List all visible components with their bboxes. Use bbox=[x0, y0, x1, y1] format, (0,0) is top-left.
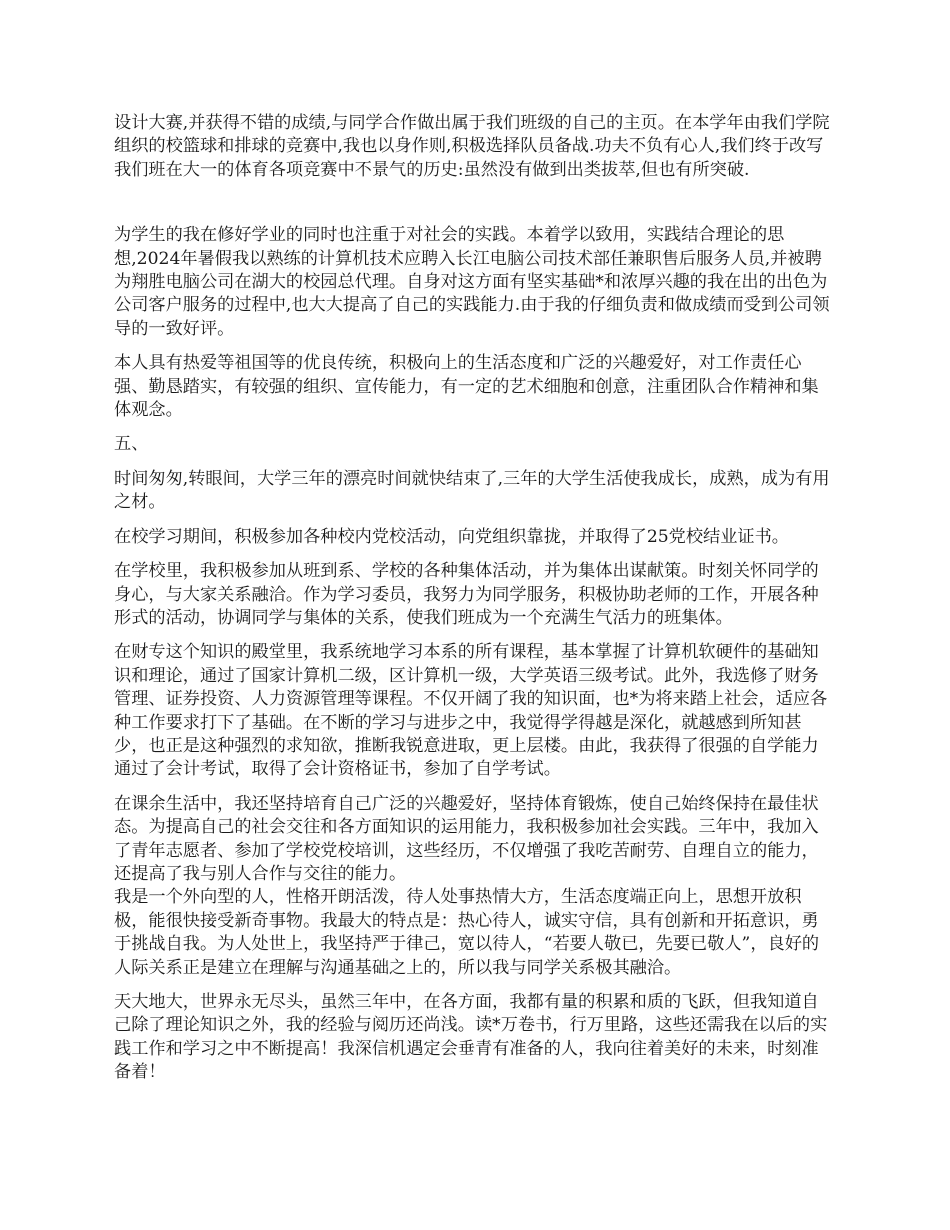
paragraph-conclusion: 天大地大，世界永无尽头，虽然三年中，在各方面，我都有量的积累和质的飞跃，但我知道自己除了理论知识之外，我的经验与阅历还尚浅。读*万卷书，行万里路，这些还需我在以后的实践工作和学习之中不断提高！我深信机遇定会垂青有准备的人，我向往着美好的未来，时刻准备着！ bbox=[114, 992, 828, 1083]
paragraph-sports-achievements: 设计大赛,并获得不错的成绩,与同学合作做出属于我们班级的自己的主页。在本学年由我们学院组织的校篮球和排球的竞赛中,我也以身作则,积极选择队员备战.功夫不负有心人,我们终于改写我们班在大一的体育各项竞赛中不景气的历史:虽然没有做到出类拔萃,但也有所突破. bbox=[114, 113, 830, 180]
section-heading-five: 五、 bbox=[114, 434, 149, 455]
paragraph-personal-qualities: 本人具有热爱等祖国等的优良传统，积极向上的生活态度和广泛的兴趣爱好，对工作责任心强、勤恳踏实，有较强的组织、宣传能力，有一定的艺术细胞和创意，注重团队合作精神和集体观念。 bbox=[114, 353, 819, 421]
paragraph-personality: 我是一个外向型的人，性格开朗活泼，待人处事热情大方，生活态度端正向上，思想开放积极，能很快接受新奇事物。我最大的特点是：热心待人，诚实守信，具有创新和开拓意识，勇于挑战自我。为人处世上，我坚持严于律己，宽以待人，“若要人敬已，先要已敬人”，良好的人际关系正是建立在理解与沟通基础之上的，所以我与同学关系极其融洽。 bbox=[114, 887, 820, 978]
paragraph-extracurricular: 在课余生活中，我还坚持培育自己广泛的兴趣爱好，坚持体育锻炼，使自己始终保持在最佳状态。为提高自己的社会交往和各方面知识的运用能力，我积极参加社会实践。三年中，我加入了青年志愿者、参加了学校党校培训，这些经历，不仅增强了我吃苦耐劳、自理自立的能力，还提高了我与别人合作与交往的能力。 bbox=[114, 793, 819, 884]
paragraph-social-practice: 为学生的我在修好学业的同时也注重于对社会的实践。本着学以致用，实践结合理论的思想,2024年暑假我以熟练的计算机技术应聘入长江电脑公司技术部任兼职售后服务人员,并被聘为翔胜电脑公司在湖大的校园总代理。自身对这方面有坚实基础*和浓厚兴趣的我在出的出色为公司客户服务的过程中,也大大提高了自己的实践能力.由于我的仔细负责和做成绩而受到公司领导的一致好评。 bbox=[114, 225, 830, 339]
paragraph-party-school: 在校学习期间，积极参加各种校内党校活动，向党组织靠拢，并取得了25党校结业证书。 bbox=[114, 526, 789, 547]
paragraph-academic-study: 在财专这个知识的殿堂里，我系统地学习本系的所有课程，基本掌握了计算机软硬件的基础知识和理论，通过了国家计算机二级，区计算机一级，大学英语三级考试。此外，我选修了财务管理、证券投资、人力资源管理等课程。不仅开阔了我的知识面，也*为将来踏上社会，适应各种工作要求打下了基础。在不断的学习与进步之中，我觉得学得越是深化，就越感到所知甚少，也正是这种强烈的求知欲，推断我锐意进取，更上层楼。由此，我获得了很强的自学能力通过了会计考试，取得了会计资格证书，参加了自学考试。 bbox=[114, 642, 828, 780]
paragraph-collective-activities: 在学校里，我积极参加从班到系、学校的各种集体活动，并为集体出谋献策。时刻关怀同学的身心，与大家关系融洽。作为学习委员，我努力为同学服务，积极协助老师的工作，开展各种形式的活动，协调同学与集体的关系，使我们班成为一个充满生气活力的班集体。 bbox=[114, 561, 819, 628]
paragraph-time-passing: 时间匆匆,转眼间，大学三年的漂亮时间就快结束了,三年的大学生活使我成长，成熟，成为有用之材。 bbox=[114, 468, 830, 513]
document-body bbox=[114, 112, 834, 1096]
